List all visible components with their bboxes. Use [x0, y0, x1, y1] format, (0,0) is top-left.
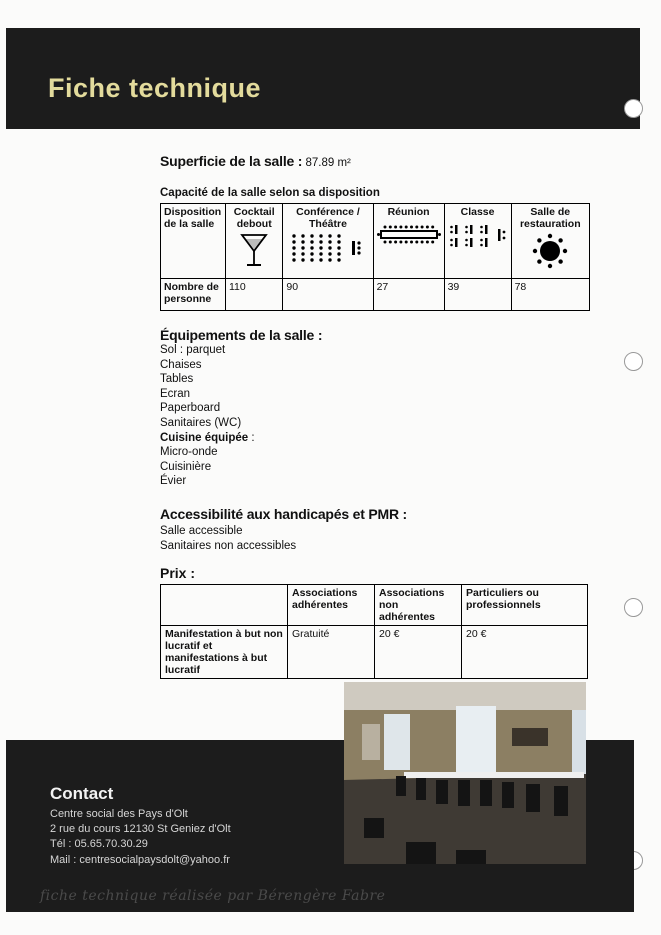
price-title: Prix : — [160, 565, 196, 581]
binder-hole — [624, 352, 643, 371]
equipment-title: Équipements de la salle : — [160, 327, 323, 343]
list-item: Micro-onde — [160, 446, 218, 459]
list-item: Tables — [160, 373, 194, 386]
price-row-label: Manifestation à but non lucratif et manifestations à but lucratif — [161, 626, 288, 679]
price-value: 20 € — [462, 626, 588, 679]
room-area — [160, 153, 590, 169]
classroom-layout-icon — [448, 221, 508, 251]
list-item: Sol : parquet — [160, 344, 226, 356]
list-item: Sanitaires non accessibles — [160, 539, 297, 552]
capacity-value: 90 — [283, 279, 373, 311]
capacity-table — [160, 203, 590, 311]
price-table — [160, 584, 588, 679]
kitchen-heading — [160, 431, 590, 446]
contact-organization: Centre social des Pays d'Olt — [50, 808, 188, 820]
list-item: Paperboard — [160, 402, 221, 415]
equipment-section — [160, 327, 590, 489]
area-label: Superficie de la salle : — [160, 153, 303, 169]
capacity-value: 39 — [444, 279, 511, 311]
price-header-row — [161, 585, 588, 626]
capacity-col-meeting — [373, 204, 444, 279]
contact-phone: Tél : 05.65.70.30.29 — [50, 838, 148, 851]
capacity-value: 27 — [373, 279, 444, 311]
accessibility-list — [160, 524, 590, 553]
list-item: Chaises — [160, 358, 202, 371]
capacity-col-cocktail — [226, 204, 283, 279]
capacity-col-classroom — [444, 204, 511, 279]
round-table-icon — [528, 233, 572, 269]
capacity-col-theatre — [283, 204, 373, 279]
column-label: Réunion — [387, 206, 430, 218]
list-item: Évier — [160, 475, 187, 488]
price-value: Gratuité — [288, 626, 375, 679]
price-header-empty — [161, 585, 288, 626]
accessibility-section — [160, 506, 590, 553]
column-label: Classe — [460, 206, 495, 218]
capacity-col-restaurant — [511, 204, 589, 279]
column-label: Cocktail debout — [233, 206, 275, 230]
list-item: Ecran — [160, 387, 191, 400]
capacity-value-row — [161, 279, 590, 311]
price-header: Particuliers ou professionnels — [462, 585, 588, 626]
capacity-header-row — [161, 204, 590, 279]
theatre-layout-icon — [290, 233, 366, 263]
page-title: Fiche technique — [48, 73, 262, 103]
capacity-row-label: Nombre de personne — [161, 279, 226, 311]
contact-email: Mail : centresocialpaysdolt@yahoo.fr — [50, 853, 230, 866]
binder-hole — [624, 598, 643, 617]
cocktail-glass-icon — [240, 233, 268, 269]
list-item: Cuisinière — [160, 460, 212, 473]
binder-hole — [624, 99, 643, 118]
equipment-list — [160, 343, 590, 489]
handwritten-signature: fiche technique réalisée par Bérengère Fabre — [40, 888, 386, 904]
accessibility-title: Accessibilité aux handicapés et PMR : — [160, 506, 408, 522]
price-header: Associations adhérentes — [288, 585, 375, 626]
price-row — [161, 626, 588, 679]
meeting-table-icon — [377, 221, 441, 247]
area-value: 87.89 m² — [305, 157, 351, 169]
capacity-value: 78 — [511, 279, 589, 311]
contact-block — [50, 784, 231, 868]
contact-address: 2 rue du cours 12130 St Geniez d'Olt — [50, 823, 231, 836]
column-label: Salle de restauration — [519, 206, 581, 230]
contact-title: Contact — [50, 784, 114, 803]
capacity-value: 110 — [226, 279, 283, 311]
kitchen-colon: : — [248, 431, 255, 444]
price-value: 20 € — [375, 626, 462, 679]
price-header: Associations non adhérentes — [375, 585, 462, 626]
kitchen-title: Cuisine équipée — [160, 431, 249, 444]
list-item: Sanitaires (WC) — [160, 416, 242, 429]
capacity-header-first: Disposition de la salle — [161, 204, 226, 279]
capacity-title: Capacité de la salle selon sa disposition — [160, 187, 380, 199]
list-item: Salle accessible — [160, 525, 243, 537]
column-label: Conférence / Théâtre — [296, 206, 360, 230]
room-photo — [344, 682, 586, 864]
